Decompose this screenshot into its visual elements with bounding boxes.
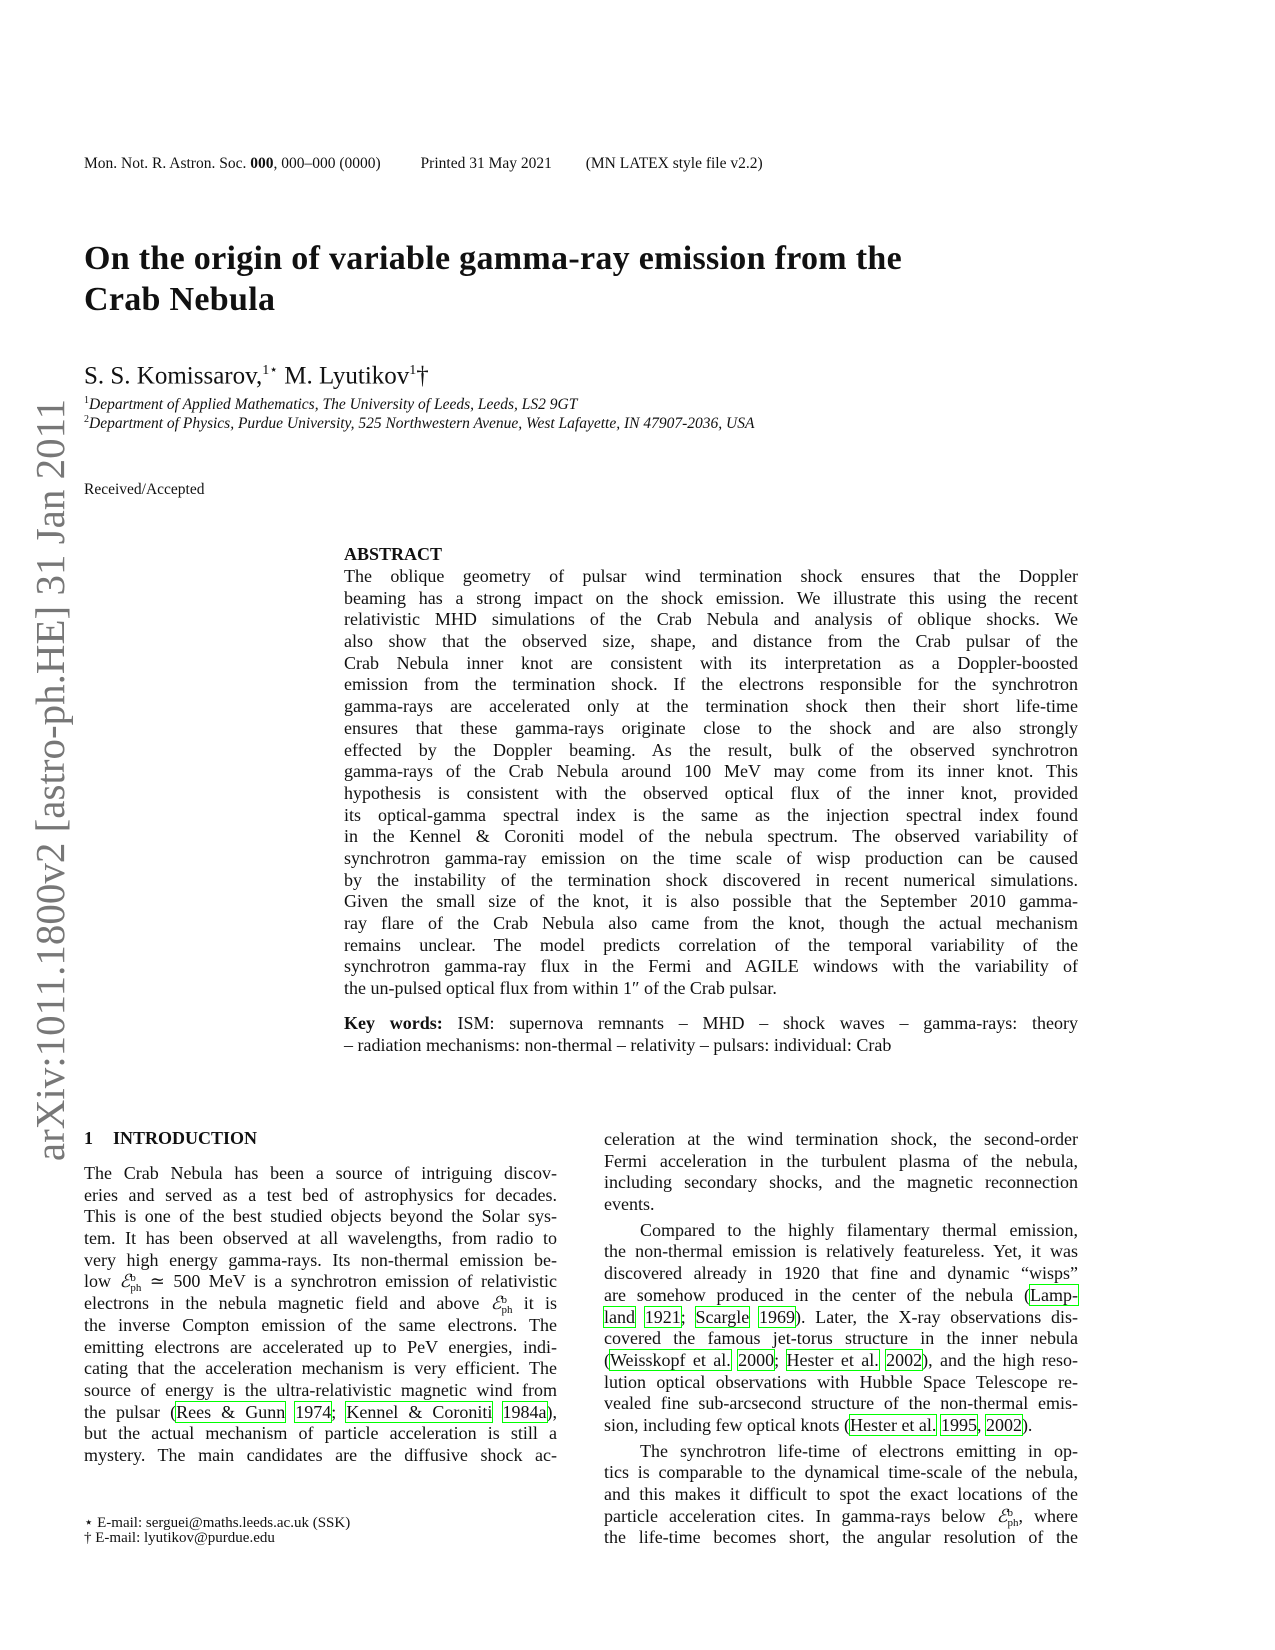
text-line: [344, 588, 1078, 610]
journal-name: Mon. Not. R. Astron. Soc.: [84, 155, 251, 172]
citation-link[interactable]: Lamp-: [1030, 1284, 1078, 1305]
text-run: The synchrotron life-time of electrons emitting in op-: [640, 1440, 1078, 1461]
text-run: the non-thermal emission is relatively featureless. Yet, it was: [604, 1241, 1078, 1262]
title-line: On the origin of variable gamma-ray emission from the: [84, 240, 902, 277]
citation-link[interactable]: 1974: [295, 1401, 332, 1422]
text-line: [344, 805, 1078, 827]
text-line: [604, 1194, 1078, 1216]
text-line: [84, 1380, 557, 1402]
text-run: [492, 1402, 502, 1422]
citation-link[interactable]: 1984a: [502, 1401, 547, 1422]
text-run: [879, 1350, 886, 1370]
abstract-body: [344, 566, 1078, 1000]
math-symbol: [490, 1293, 513, 1316]
math-superscript: b: [1007, 1506, 1013, 1519]
section-heading: [84, 1128, 257, 1149]
text-line: [84, 1445, 557, 1467]
text-run: vealed fine sub-arcsecond structure of the non-thermal emis-: [604, 1393, 1078, 1414]
text-run: This is one of the best studied objects beyond the Solar sys-: [84, 1206, 557, 1227]
text-line: [84, 1185, 557, 1207]
citation-link[interactable]: Kennel & Coroniti: [346, 1401, 493, 1422]
affiliation-mark: 1: [84, 395, 89, 406]
text-run: effected by the Doppler beaming. As the result, bulk of the observed synchrotron: [344, 739, 1078, 760]
affiliation-mark: 2: [84, 414, 89, 425]
text-run: lution optical observations with Hubble Space Telescope re-: [604, 1371, 1078, 1392]
footnote-mark: ⋆: [84, 1515, 94, 1531]
author-name: S. S. Komissarov,: [84, 362, 263, 390]
text-run: Fermi acceleration in the turbulent plasma of the nebula,: [604, 1150, 1078, 1171]
abstract-heading: ABSTRACT: [344, 544, 443, 564]
text-run: ensures that these gamma-rays originate close to the shock and are also strongly: [344, 717, 1078, 738]
text-run: [749, 1307, 759, 1327]
journal-volume: 000: [250, 155, 274, 172]
intro-left-column: [84, 1163, 557, 1467]
citation-link[interactable]: 1921: [644, 1306, 681, 1327]
math-base: ℰ: [490, 1293, 502, 1314]
text-line: [604, 1484, 1078, 1506]
citation-link[interactable]: land: [604, 1306, 635, 1327]
text-line: [84, 1250, 557, 1272]
text-run: gamma-rays of the Crab Nebula around 100 MeV may come from its inner knot. This: [344, 761, 1078, 782]
text-line: [604, 1441, 1078, 1463]
author-name: M. Lyutikov: [278, 362, 410, 390]
text-run: ), and the high reso-: [922, 1349, 1079, 1370]
citation-link[interactable]: Weisskopf et al.: [610, 1349, 731, 1370]
text-line: [84, 1206, 557, 1228]
text-run: are somehow produced in the center of the nebula (: [604, 1284, 1031, 1305]
text-line: [84, 1358, 557, 1380]
text-run: [285, 1402, 295, 1422]
math-scripts: [130, 1273, 141, 1293]
math-base: ℰ: [996, 1505, 1008, 1526]
text-line: [344, 674, 1078, 696]
text-run: events.: [604, 1194, 655, 1215]
text-run: (: [604, 1349, 610, 1370]
text-run: tics is comparable to the dynamical time-scale of the nebula,: [604, 1462, 1078, 1483]
text-line: [84, 1402, 557, 1424]
section-title: INTRODUCTION: [113, 1128, 258, 1148]
author-mark: 1: [409, 363, 417, 378]
text-run: electrons in the nebula magnetic field and above: [84, 1293, 491, 1314]
text-line: [344, 609, 1078, 631]
author-list: [84, 362, 429, 390]
text-line: [344, 870, 1078, 892]
text-line: [344, 848, 1078, 870]
text-line: [604, 1129, 1078, 1151]
text-line: [604, 1151, 1078, 1173]
text-run: the inverse Compton emission of the same electrons. The: [84, 1314, 557, 1335]
text-line: [344, 718, 1078, 740]
paper-title: [84, 238, 902, 320]
text-line: [344, 566, 1078, 588]
text-run: celeration at the wind termination shock, the second-order: [604, 1129, 1078, 1149]
footnote-mark: †: [84, 1530, 92, 1546]
text-run: relativistic MHD simulations of the Crab Nebula and analysis of oblique shocks. We: [344, 609, 1078, 630]
text-run: ). Later, the X-ray observations dis-: [794, 1306, 1078, 1327]
text-run: , where: [1018, 1505, 1078, 1526]
text-line: [344, 956, 1078, 978]
math-symbol: [996, 1505, 1019, 1529]
text-run: and this makes it difficult to spot the exact locations of the: [604, 1484, 1078, 1504]
citation-link[interactable]: 1995: [940, 1414, 977, 1435]
text-run: [635, 1307, 645, 1327]
section-number: 1: [84, 1128, 93, 1148]
text-run: cating that the acceleration mechanism is very efficient. The: [84, 1358, 557, 1379]
text-line: [84, 1315, 557, 1337]
text-run: very high energy gamma-rays. Its non-thermal emission be-: [84, 1249, 557, 1270]
text-run: discovered already in 1920 that fine and dynamic “wisps”: [604, 1263, 1078, 1284]
text-run: ray flare of the Crab Nebula also came from the knot, though the actual mechanism: [344, 913, 1078, 933]
affiliation: [84, 395, 577, 414]
text-line: [604, 1350, 1078, 1372]
text-line: [344, 935, 1078, 957]
received-accepted: Received/Accepted: [84, 481, 205, 498]
text-run: hypothesis is consistent with the observed optical flux of the inner knot, provided: [344, 782, 1078, 803]
text-line: [84, 1293, 557, 1315]
text-run: emitting electrons are accelerated up to PeV energies, indi-: [84, 1336, 557, 1357]
printed-date: Printed 31 May 2021: [420, 155, 552, 172]
text-run: ;: [331, 1401, 347, 1422]
text-run: tem. It has been observed at all wavelengths, from radio to: [84, 1228, 557, 1249]
text-line: [604, 1220, 1078, 1242]
text-run: The Crab Nebula has been a source of intriguing discov-: [84, 1163, 557, 1183]
keywords-line: – radiation mechanisms: non-thermal – relativity – pulsars: individual: Crab: [344, 1034, 892, 1055]
text-run: mystery. The main candidates are the diffusive shock ac-: [84, 1444, 557, 1465]
math-scripts: [1007, 1508, 1018, 1528]
text-line: [604, 1263, 1078, 1285]
text-line: [84, 1337, 557, 1359]
text-run: ≃ 500 MeV is a synchrotron emission of relativistic: [141, 1271, 558, 1292]
author-mark: †: [416, 362, 429, 390]
affiliation-text: Department of Physics, Purdue University, 525 Northwestern Avenue, West Lafayette, IN 47907-2036, USA: [89, 415, 755, 433]
citation-link[interactable]: Hester et al.: [849, 1414, 937, 1435]
text-run: the life-time becomes short, the angular resolution of the: [604, 1527, 1078, 1548]
citation-link[interactable]: Rees & Gunn: [176, 1401, 286, 1422]
text-line: [604, 1307, 1078, 1329]
text-run: ),: [546, 1401, 557, 1422]
text-run: The oblique geometry of pulsar wind termination shock ensures that the Doppler: [344, 566, 1078, 586]
text-run: synchrotron gamma-ray flux in the Fermi and AGILE windows with the variability of: [344, 956, 1078, 977]
intro-right-column: [604, 1129, 1078, 1549]
text-run: covered the famous jet-torus structure in the inner nebula: [604, 1328, 1078, 1349]
text-line: [604, 1241, 1078, 1263]
text-run: emission from the termination shock. If the electrons responsible for the synchrotron: [344, 674, 1078, 695]
text-line: [604, 1462, 1078, 1484]
text-run: it is: [512, 1293, 557, 1314]
text-line: [344, 740, 1078, 762]
math-superscript: b: [501, 1294, 508, 1306]
text-run: ).: [1021, 1414, 1033, 1435]
text-line: [604, 1506, 1078, 1528]
keywords-label: Key words:: [344, 1013, 443, 1033]
text-line: [344, 826, 1078, 848]
footnote-text: E-mail: serguei@maths.leeds.ac.uk (SSK): [93, 1515, 351, 1531]
text-run: ;: [774, 1349, 787, 1370]
affiliation: [84, 414, 754, 433]
text-run: Given the small size of the knot, it is also possible that the September 2010 gamma-: [344, 891, 1078, 912]
journal-pages: , 000–000 (0000): [273, 155, 381, 172]
math-subscript: ph: [501, 1304, 513, 1316]
text-run: gamma-rays are accelerated only at the termination shock then their short life-time: [344, 696, 1078, 717]
text-line: [604, 1328, 1078, 1350]
text-line: [604, 1393, 1078, 1415]
math-scripts: [502, 1295, 513, 1315]
text-run: beaming has a strong impact on the shock emission. We illustrate this using the recent: [344, 587, 1078, 608]
text-line: [344, 761, 1078, 783]
math-subscript: ph: [1007, 1516, 1019, 1529]
text-line: [344, 653, 1078, 675]
text-run: Crab Nebula inner knot are consistent with its interpretation as a Doppler-boosted: [344, 652, 1078, 673]
text-run: in the Kennel & Coroniti model of the nebula spectrum. The observed variability of: [344, 826, 1078, 847]
citation-link[interactable]: 2000: [738, 1349, 775, 1370]
citation-link[interactable]: Scargle: [695, 1306, 750, 1327]
text-line: [84, 1163, 557, 1185]
text-run: remains unclear. The model predicts correlation of the temporal variability of the: [344, 934, 1078, 955]
arxiv-identifier-stamp: arXiv:1011.1800v2 [astro-ph.HE] 31 Jan 2011: [27, 398, 73, 1162]
text-run: but the actual mechanism of particle acceleration is still a: [84, 1423, 557, 1444]
text-line: [84, 1271, 557, 1293]
text-run: low: [84, 1271, 120, 1292]
text-run: particle acceleration cites. In gamma-rays below: [604, 1505, 997, 1526]
text-line: [344, 978, 1078, 1000]
text-run: also show that the observed size, shape, and distance from the Crab pulsar of the: [344, 631, 1078, 652]
author-mark: 1⋆: [262, 363, 279, 378]
text-line: [84, 1423, 557, 1445]
text-line: [604, 1285, 1078, 1307]
text-line: [604, 1527, 1078, 1549]
footnote: [84, 1530, 275, 1547]
text-run: ;: [680, 1306, 696, 1327]
text-line: [604, 1172, 1078, 1194]
text-run: ,: [976, 1414, 986, 1435]
citation-link[interactable]: Hester et al.: [786, 1349, 879, 1370]
style-file-note: (MN LATEX style file v2.2): [585, 155, 763, 172]
text-run: synchrotron gamma-ray emission on the time scale of wisp production can be caused: [344, 847, 1078, 868]
citation-link[interactable]: 2002: [886, 1349, 923, 1370]
text-line: [344, 631, 1078, 653]
math-symbol: [119, 1271, 142, 1295]
citation-link[interactable]: 2002: [985, 1414, 1022, 1435]
keywords-line: [344, 1013, 1078, 1035]
running-header: [84, 155, 763, 173]
text-run: sion, including few optical knots (: [604, 1414, 850, 1435]
text-line: [604, 1415, 1078, 1437]
text-run: the pulsar (: [84, 1401, 177, 1422]
text-line: [84, 1228, 557, 1250]
text-run: its optical-gamma spectral index is the same as the injection spectral index found: [344, 804, 1078, 825]
math-superscript: b: [130, 1272, 136, 1285]
footnote-text: E-mail: lyutikov@purdue.edu: [91, 1530, 275, 1546]
affiliation-text: Department of Applied Mathematics, The University of Leeds, Leeds, LS2 9GT: [89, 396, 578, 414]
text-line: [344, 783, 1078, 805]
text-line: [344, 696, 1078, 718]
title-line: Crab Nebula: [84, 281, 276, 318]
citation-link[interactable]: 1969: [758, 1306, 795, 1327]
text-run: eries and served as a test bed of astrophysics for decades.: [84, 1184, 557, 1205]
text-run: Compared to the highly filamentary thermal emission,: [640, 1219, 1078, 1240]
text-line: [604, 1372, 1078, 1394]
text-run: by the instability of the termination shock discovered in recent numerical simulations.: [344, 869, 1078, 890]
text-run: including secondary shocks, and the magnetic reconnection: [604, 1172, 1078, 1193]
math-subscript: ph: [130, 1282, 142, 1295]
math-base: ℰ: [119, 1271, 131, 1292]
keywords-text: ISM: supernova remnants – MHD – shock waves – gamma-rays: theory: [442, 1013, 1078, 1033]
keywords: [344, 1013, 1078, 1056]
text-run: the un-pulsed optical flux from within 1″ of the Crab pulsar.: [344, 978, 777, 999]
text-run: source of energy is the ultra-relativistic magnetic wind from: [84, 1379, 557, 1400]
text-line: [344, 913, 1078, 935]
text-line: [344, 891, 1078, 913]
